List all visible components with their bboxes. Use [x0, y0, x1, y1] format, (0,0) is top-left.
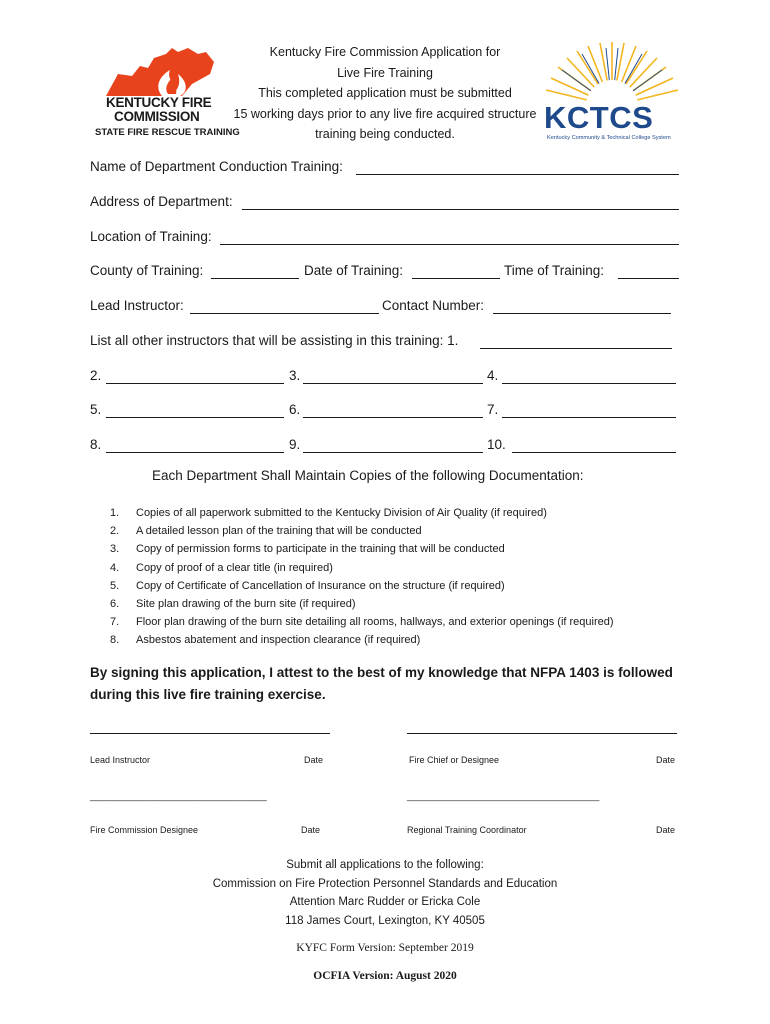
lead-instructor-input-line[interactable]: [190, 313, 379, 314]
list-item-text: A detailed lesson plan of the training that will be conducted: [136, 525, 422, 538]
list-item: [110, 522, 614, 540]
instructor-7-input-line[interactable]: [502, 417, 676, 418]
documentation-heading: Each Department Shall Maintain Copies of the following Documentation:: [152, 468, 584, 483]
lead-instructor-signature-line[interactable]: [90, 733, 330, 734]
dept-name-row: [90, 157, 680, 177]
instructor-8-input-line[interactable]: [106, 452, 284, 453]
dept-address-row: [90, 192, 680, 212]
instructor-6-input-line[interactable]: [303, 417, 483, 418]
instructor-3-input-line[interactable]: [303, 383, 483, 384]
lead-contact-row: [90, 296, 680, 316]
list-item-number: 4.: [110, 561, 120, 574]
logo-text-line: KENTUCKY FIRE: [106, 95, 212, 110]
logo-text-line: STATE FIRE RESCUE TRAINING: [95, 127, 240, 138]
list-item: [110, 504, 614, 522]
instructor-number: 2.: [90, 368, 102, 383]
instructor-grid-row: [90, 400, 680, 420]
list-item-number: 1.: [110, 507, 120, 519]
instructor-number: 8.: [90, 437, 102, 452]
logo-text-line: COMMISSION: [114, 109, 200, 124]
dept-name-label: Name of Department Conduction Training:: [90, 159, 343, 174]
list-item-number: 3.: [110, 543, 120, 556]
ocfia-version: OCFIA Version: August 2020: [313, 970, 457, 982]
header-line: 15 working days prior to any live fire acquired structure: [233, 106, 537, 121]
list-item-number: 2.: [110, 525, 120, 538]
county-label: County of Training:: [90, 263, 204, 278]
instructor-10-input-line[interactable]: [512, 452, 676, 453]
instructor-grid-row: [90, 366, 680, 386]
kentucky-fire-commission-logo: [92, 44, 240, 142]
date-label: Date: [304, 755, 324, 765]
instructor-2-input-line[interactable]: [106, 383, 284, 384]
list-item-text: Copy of proof of a clear title (in required): [136, 561, 333, 574]
date-label: Date: [656, 755, 676, 765]
list-item: [110, 540, 614, 558]
footer-line: Submit all applications to the following:: [286, 859, 484, 871]
kctcs-logo: [542, 40, 682, 146]
list-item-text: Copy of Certificate of Cancellation of Insurance on the structure (if required): [136, 579, 505, 592]
dept-name-input-line[interactable]: [356, 174, 679, 175]
list-item-number: 7.: [110, 616, 120, 629]
date-label: Date: [656, 825, 676, 835]
location-input-line[interactable]: [220, 244, 679, 245]
list-item-number: 5.: [110, 579, 120, 592]
date-input-line[interactable]: [412, 278, 500, 279]
lead-instructor-label: Lead Instructor:: [90, 298, 184, 313]
instructor-number: 6.: [289, 402, 301, 417]
dept-address-label: Address of Department:: [90, 194, 233, 209]
instructor-number: 3.: [289, 368, 301, 383]
location-row: [90, 227, 680, 247]
fire-chief-signature-line[interactable]: [407, 733, 677, 734]
instructor-1-input-line[interactable]: [480, 348, 672, 349]
time-label: Time of Training:: [504, 263, 605, 278]
fire-commission-label: Fire Commission Designee: [90, 825, 199, 835]
contact-label: Contact Number:: [382, 298, 485, 313]
header-line: Kentucky Fire Commission Application for: [269, 45, 501, 59]
documentation-list: [110, 504, 614, 650]
header-line: Live Fire Training: [337, 65, 433, 80]
footer-line: Attention Marc Rudder or Ericka Cole: [289, 896, 481, 908]
instructor-4-input-line[interactable]: [502, 383, 676, 384]
header-line: This completed application must be submitted: [258, 86, 512, 100]
list-item: [110, 577, 614, 595]
location-label: Location of Training:: [90, 229, 212, 244]
footer-line: 118 James Court, Lexington, KY 40505: [285, 914, 485, 927]
list-item-text: Site plan drawing of the burn site (if required): [136, 598, 356, 611]
instructor-number: 9.: [289, 437, 301, 452]
attestation-statement: By signing this application, I attest to the best of my knowledge that NFPA 1403 is followed during this live fire training exercise.: [90, 665, 673, 702]
fire-commission-signature-line[interactable]: ________________________________________: [90, 791, 267, 801]
list-item-text: Copy of permission forms to participate in the training that will be conducted: [136, 543, 505, 556]
fire-chief-label: Fire Chief or Designee: [409, 755, 500, 765]
list-item-number: 8.: [110, 634, 120, 647]
list-item-number: 6.: [110, 598, 120, 611]
instructor-number: 4.: [487, 368, 499, 383]
instructor-grid-row: [90, 435, 680, 455]
time-input-line[interactable]: [618, 278, 679, 279]
list-item-text: Floor plan drawing of the burn site detailing all rooms, hallways, and exterior openings (if required): [136, 616, 614, 629]
list-item-text: Asbestos abatement and inspection clearance (if required): [136, 634, 421, 647]
county-date-time-row: [90, 261, 680, 281]
submission-instructions: [180, 856, 590, 930]
instructor-9-input-line[interactable]: [303, 452, 483, 453]
kentucky-flame-icon: [92, 44, 222, 100]
regional-signature-line[interactable]: ________________________________________: [407, 791, 600, 801]
dept-address-input-line[interactable]: [242, 209, 679, 210]
footer-line: Commission on Fire Protection Personnel Standards and Education: [212, 877, 558, 890]
list-item: [110, 613, 614, 631]
header-line: training being conducted.: [315, 127, 455, 141]
contact-input-line[interactable]: [493, 313, 671, 314]
instructor-number: 10.: [487, 437, 506, 452]
instructor-number: 5.: [90, 402, 102, 417]
date-label: Date: [301, 825, 321, 835]
form-version: KYFC Form Version: September 2019: [296, 942, 474, 954]
list-item: [110, 559, 614, 577]
county-input-line[interactable]: [211, 278, 299, 279]
kctcs-wordmark: KCTCS: [544, 100, 654, 135]
date-label: Date of Training:: [304, 263, 404, 278]
other-instructors-label: List all other instructors that will be assisting in this training: 1.: [90, 333, 459, 348]
list-item: [110, 631, 614, 649]
kctcs-subtitle: Kentucky Community & Technical College System: [547, 135, 671, 141]
form-header: [220, 42, 550, 145]
list-item-text: Copies of all paperwork submitted to the Kentucky Division of Air Quality (if required): [136, 507, 547, 519]
lead-instructor-label: Lead Instructor: [90, 755, 151, 765]
list-item: [110, 595, 614, 613]
instructor-number: 7.: [487, 402, 499, 417]
regional-coordinator-label: Regional Training Coordinator: [407, 825, 527, 835]
other-instructors-row: [90, 331, 680, 351]
instructor-5-input-line[interactable]: [106, 417, 284, 418]
